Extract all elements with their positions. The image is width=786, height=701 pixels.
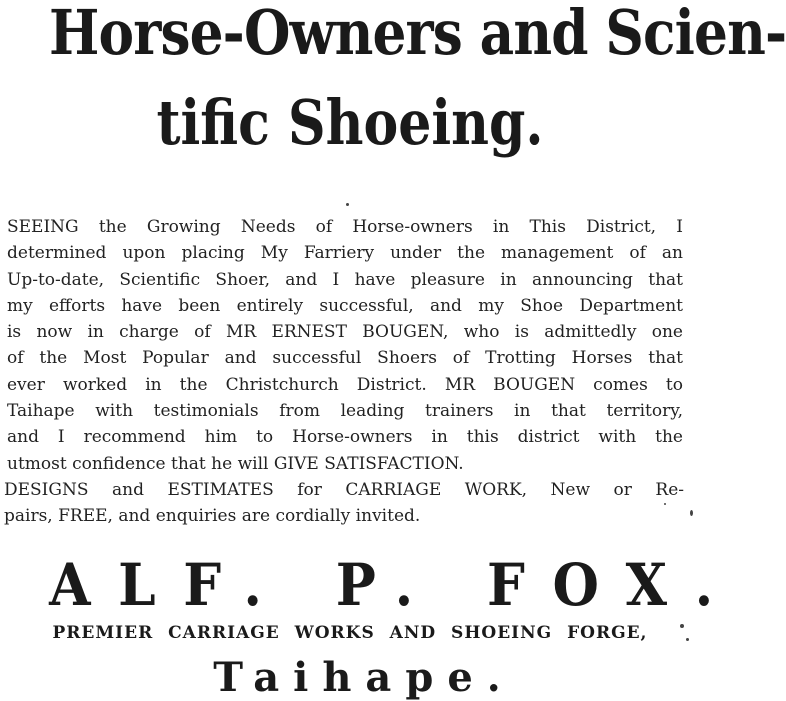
body-line: my efforts have been entirely successful, and my Shoe Department [7,295,683,316]
proprietor-name: ALF. P. FOX. [49,551,741,619]
body-line: utmost confidence that he will GIVE SATISFACTION. [7,453,464,474]
print-speck [664,503,666,505]
body-line: pairs, FREE, and enquiries are cordially invited. [4,506,421,527]
business-name: PREMIER CARRIAGE WORKS AND SHOEING FORGE, [52,623,648,643]
body-line: ever worked in the Christchurch District. MR BOUGEN comes to [7,374,683,395]
body-paragraph-1 [7,214,683,477]
body-line: Up-to-date, Scientific Shoer, and I have pleasure in announcing that [7,269,683,290]
body-line: Taihape with testimonials from leading trainers in that territory, [7,401,683,422]
body-line: and I recommend him to Horse-owners in this district with the [7,427,683,448]
print-speck [680,624,684,628]
print-speck [690,510,693,516]
headline-line-1: Horse-Owners and Scien- [49,0,786,69]
headline-line-2: tific Shoeing. [156,86,544,159]
body-paragraph-2 [4,477,684,530]
body-line: is now in charge of MR ERNEST BOUGEN, who is admittedly one [7,322,683,343]
body-line: determined upon placing My Farriery under the management of an [7,243,683,264]
print-speck [346,203,349,206]
body-line: of the Most Popular and successful Shoers of Trotting Horses that [7,348,683,369]
body-line: SEEING the Growing Needs of Horse-owners in This District, I [7,217,683,237]
body-line: DESIGNS and ESTIMATES for CARRIAGE WORK, New or Re- [4,480,684,500]
print-speck [686,638,689,641]
town-name: Taihape. [213,654,515,701]
